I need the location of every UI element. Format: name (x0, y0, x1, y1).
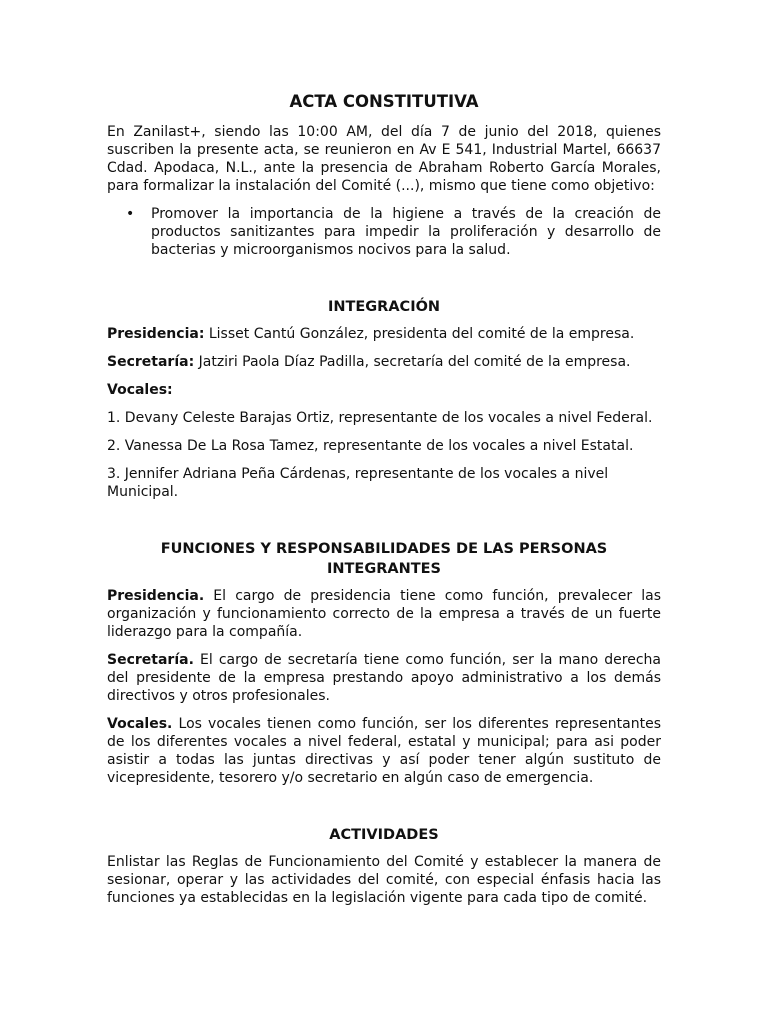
integracion-secretaria (107, 353, 661, 371)
actividades-heading: ACTIVIDADES (329, 827, 439, 843)
objetivo-item (107, 205, 661, 259)
vocal-item: 2. Vanessa De La Rosa Tamez, representante de los vocales a nivel Estatal. (107, 438, 634, 454)
secretaria-label: Secretaría. (107, 652, 194, 668)
vocales-label: Vocales. (107, 716, 173, 732)
actividades-section (107, 825, 661, 907)
vocal-item: 3. Jennifer Adriana Peña Cárdenas, representante de los vocales a nivel Municipal. (107, 466, 609, 500)
bullet-icon: • (126, 206, 135, 222)
objetivo-list (107, 205, 661, 259)
funciones-secretaria (107, 651, 661, 705)
presidencia-text: El cargo de presidencia tiene como función, prevalecer las organización y funcionamiento correcto de la empresa a través de un fuerte liderazgo para la compañía. (107, 588, 661, 640)
integracion-heading: INTEGRACIÓN (327, 299, 441, 315)
funciones-section (107, 539, 661, 787)
integracion-presidencia (107, 325, 661, 343)
secretaria-label: Secretaría: (107, 354, 195, 370)
presidencia-text: Lisset Cantú González, presidenta del comité de la empresa. (204, 326, 635, 342)
secretaria-text: Jatziri Paola Díaz Padilla, secretaría del comité de la empresa. (194, 354, 631, 370)
objetivo-text: Promover la importancia de la higiene a través de la creación de productos sanitizantes para impedir la proliferación y desarrollo de bacterias y microorganismos nocivos para la salud. (151, 206, 661, 258)
intro-paragraph: En Zanilast+, siendo las 10:00 AM, del día 7 de junio del 2018, quienes suscriben la presente acta, se reunieron en Av E 541, Industrial Martel, 66637 Cdad. Apodaca, N.L., ante la presencia de Abraham Roberto García Morales, para formalizar la instalación del Comité (...), mismo que tiene como objetivo: (107, 124, 661, 194)
vocales-text: Los vocales tienen como función, ser los diferentes representantes de los diferentes vocales a nivel federal, estatal y municipal; para asi poder asistir a todas las juntas directivas y así poder tener algún sustituto de vicepresidente, tesorero y/o secretario en algún caso de emergencia. (107, 716, 661, 786)
presidencia-label: Presidencia. (107, 588, 205, 604)
funciones-vocales (107, 715, 661, 787)
actividades-paragraph: Enlistar las Reglas de Funcionamiento del Comité y establecer la manera de sesionar, operar y las actividades del comité, con especial énfasis hacia las funciones ya establecidas en la legislación vigente para cada tipo de comité. (107, 854, 661, 906)
funciones-presidencia (107, 587, 661, 641)
document-title: ACTA CONSTITUTIVA (289, 92, 479, 111)
integracion-vocales-label (107, 381, 661, 399)
vocal-item: 1. Devany Celeste Barajas Ortiz, representante de los vocales a nivel Federal. (107, 410, 653, 426)
secretaria-text: El cargo de secretaría tiene como función, ser la mano derecha del presidente de la empresa prestando apoyo administrativo a los demás directivos y otros profesionales. (107, 652, 661, 704)
presidencia-label: Presidencia: (107, 326, 205, 342)
integracion-section (107, 297, 661, 501)
vocales-label: Vocales: (107, 382, 173, 398)
funciones-heading: FUNCIONES Y RESPONSABILIDADES DE LAS PERSONAS INTEGRANTES (160, 541, 608, 577)
